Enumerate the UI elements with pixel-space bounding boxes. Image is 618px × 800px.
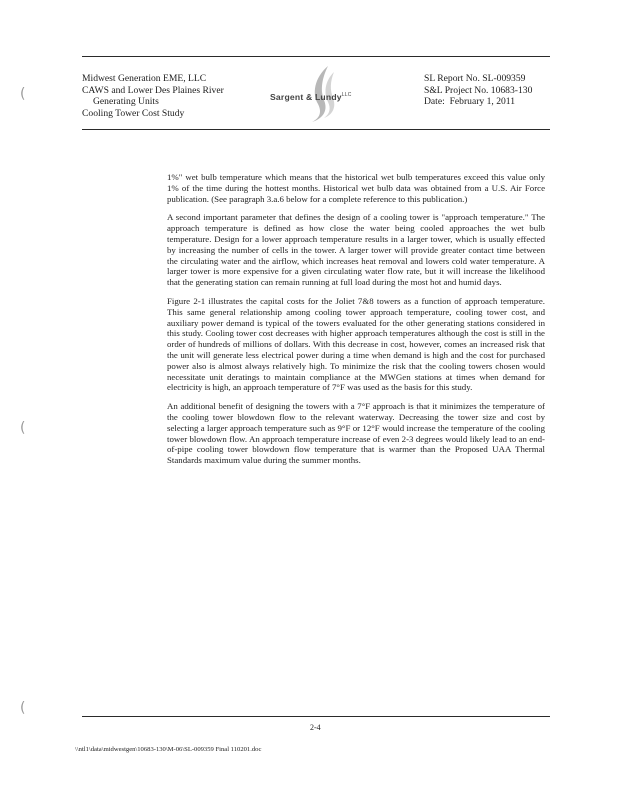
paragraph: An additional benefit of designing the towers with a 7°F approach is that it minimizes the temperature of the cooling tower blowdown flow to the relevant waterway. Decreasing the tower size and cost by selecting a larger approach temperature such as 9°F or 12°F would increase the temperature of the cooling tower blowdown flow. An approach temperature increase of even 2-3 degrees would likely lead to an end-of-pipe cooling tower blowdown flow temperature that is warmer than the Proposed UAA Thermal Standards maximum value during the summer months. (167, 401, 545, 466)
project-location: CAWS and Lower Des Plaines River (82, 84, 224, 96)
footer-rule (82, 716, 550, 717)
margin-mark: ( (20, 420, 26, 436)
company-name: Midwest Generation EME, LLC (82, 73, 207, 84)
project-number: S&L Project No. 10683-130 (424, 84, 533, 96)
study-title: Cooling Tower Cost Study (82, 107, 185, 119)
margin-mark: ( (20, 700, 26, 716)
project-units: Generating Units (93, 96, 159, 108)
margin-mark: ( (20, 86, 26, 102)
file-path: \\ntl1\data\midwestgen\10683-130\M-06\SL-009359 Final 110201.doc (75, 746, 262, 753)
logo-suffix: LLC (341, 92, 352, 99)
paragraph: 1%" wet bulb temperature which means that the historical wet bulb temperatures exceed this value only 1% of the time during the hottest months. Historical wet bulb data was obtained from a U.S. Air Force publication. (See paragraph 3.a.6 below for a complete reference to this publication.) (167, 172, 545, 204)
report-date: Date: February 1, 2011 (424, 96, 516, 108)
paragraph: Figure 2-1 illustrates the capital costs for the Joliet 7&8 towers as a function of approach temperature. This same general relationship among cooling tower approach temperature, cooling tower cost, and auxiliary power demand is typical of the towers evaluated for the other generating stations considered in this study. Cooling tower cost decreases with higher approach temperatures although the cost is still in the order of hundreds of millions of dollars. With this decrease in cost, however, comes an increased risk that the unit will generate less electrical power during a time when demand is high and the cost for purchased power also is almost always relatively high. To minimize the risk that the cooling towers chosen would necessitate unit deratings to maintain compliance at the MWGen stations at times when demand for electricity is high, an approach temperature of 7°F was used as the basis for this study. (167, 295, 545, 393)
report-number: SL Report No. SL-009359 (424, 73, 526, 84)
header-bottom-rule (82, 129, 550, 130)
header-top-rule (82, 56, 550, 57)
paragraph: A second important parameter that defines the design of a cooling tower is "approach temperature." The approach temperature is defined as how close the water being cooled approaches the wet bulb temperature. Design for a lower approach temperature results in a larger tower, which is usually effected by increasing the number of cells in the tower. A larger tower will provide greater contact time between the circulating water and the airflow, which increases heat removal and lowers cold water temperature. A larger tower is more expensive for a given circulating water flow rate, but it will increase the likelihood that the generating station can remain running at full load during the most hot and humid days. (167, 212, 545, 288)
header-right-block (424, 73, 532, 108)
header-left-block (82, 73, 224, 119)
logo-wordmark: Sargent & Lundy$^{LLC}$ (270, 92, 352, 102)
page-number: 2-4 (310, 723, 321, 732)
body-text (167, 172, 545, 474)
